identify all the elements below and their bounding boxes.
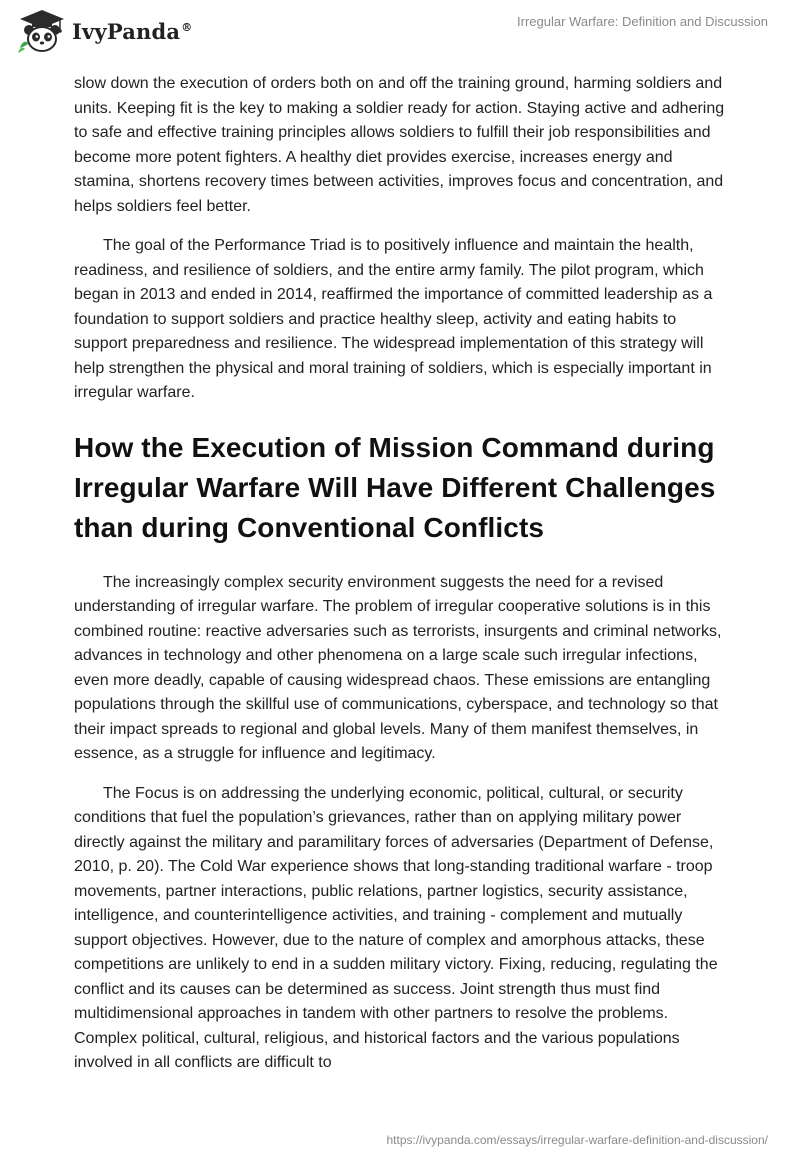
ivypanda-logo[interactable] <box>16 8 192 54</box>
document-title: Irregular Warfare: Definition and Discussion <box>517 14 768 29</box>
section-heading: How the Execution of Mission Command during Irregular Warfare Will Have Different Challenges than during Conventional Conflicts <box>74 431 716 543</box>
essay-content <box>74 72 726 1076</box>
panda-graduation-cap-icon <box>16 8 68 54</box>
page-header <box>0 0 800 60</box>
source-url-link[interactable]: https://ivypanda.com/essays/irregular-warfare-definition-and-discussion/ <box>386 1133 768 1147</box>
brand-name: IvyPanda® <box>72 18 193 44</box>
paragraph-4: The Focus is on addressing the underlying economic, political, cultural, or security conditions that fuel the population’s grievances, rather than on applying military power directly against the military and paramilitary forces of adversaries (Department of Defense, 2010, p. 20). The Cold War experience shows that long-standing traditional warfare - troop movements, partner interactions, public relations, partner logistics, security assistance, intelligence, and counterintelligence activities, and training - complement and mutually support objectives. However, due to the nature of complex and amorphous attacks, these competitions are unlikely to end in a sudden military victory. Fixing, reducing, regulating the conflict and its causes can be determined as success. Joint strength thus must find multidimensional approaches in tandem with other partners to resolve the problems. Complex political, cultural, religious, and historical factors and the various populations involved in all conflicts are difficult to <box>74 784 718 1071</box>
paragraph-2: The goal of the Performance Triad is to positively influence and maintain the health, readiness, and resilience of soldiers, and the entire army family. The pilot program, which began in 2013 and ended in 2014, reaffirmed the importance of committed leadership as a foundation to support soldiers and practice healthy sleep, activity and eating habits to support preparedness and resilience. The widespread implementation of this strategy will help strengthen the physical and moral training of soldiers, which is especially important in irregular warfare. <box>74 237 713 401</box>
paragraph-1: slow down the execution of orders both on and off the training ground, harming soldiers and units. Keeping fit is the key to making a soldier ready for action. Staying active and adhering to safe and effective training principles allows soldiers to fulfill their job responsibilities and become more potent fighters. A healthy diet provides exercise, increases energy and stamina, shortens recovery times between activities, improves focus and concentration, and helps soldiers feel better. <box>74 75 725 215</box>
paragraph-3: The increasingly complex security environment suggests the need for a revised understanding of irregular warfare. The problem of irregular cooperative solutions is in this combined routine: reactive adversaries such as terrorists, insurgents and criminal networks, advances in technology and other phenomena on a large scale such irregular infections, even more deadly, capable of causing widespread chaos. These emissions are entangling populations through the skillful use of communications, cyberspace, and technology so that their impact spreads to regional and global levels. Many of them manifest themselves, in essence, as a struggle for influence and legitimacy. <box>74 573 722 762</box>
